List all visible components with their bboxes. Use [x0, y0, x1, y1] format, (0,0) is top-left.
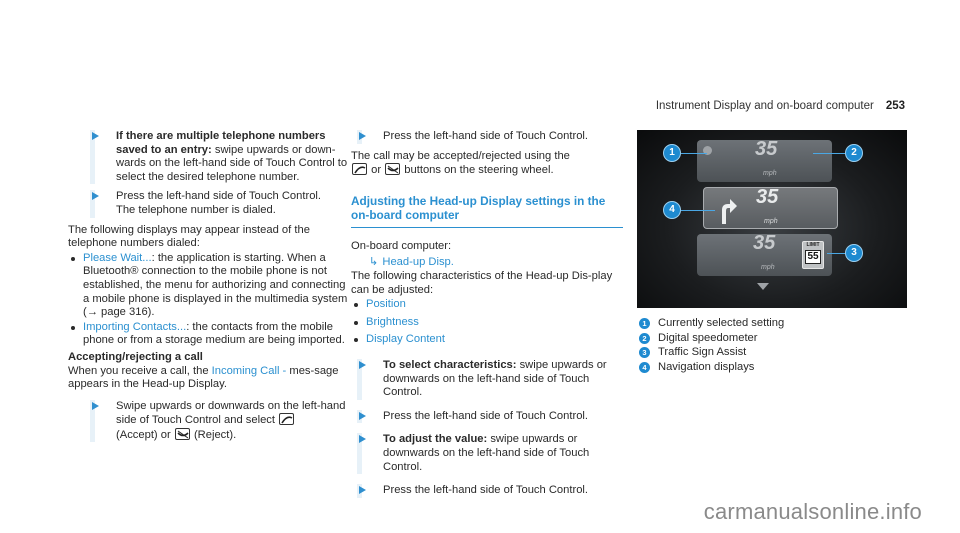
speed-unit: mph: [763, 170, 777, 177]
menu-path: [351, 256, 623, 270]
step-accept-reject: [68, 400, 352, 443]
legend-item: [637, 361, 907, 375]
option-position: Position: [366, 298, 406, 311]
scroll-down-indicator-icon: [757, 283, 769, 290]
page-header: [656, 100, 905, 114]
legend-number: 1: [639, 318, 650, 329]
settings-block: [351, 240, 623, 347]
page-number: 253: [885, 100, 905, 112]
step-select-number: [68, 130, 352, 184]
callout-4: 4: [663, 201, 681, 219]
display-list: [68, 252, 352, 348]
section-title-hud-settings: Adjusting the Head-up Display settings in the on-board computer: [351, 194, 623, 228]
callout-1: 1: [663, 144, 681, 162]
legend-number: 3: [639, 347, 650, 358]
figure-legend: [637, 317, 907, 374]
list-item: [351, 333, 623, 347]
characteristics-list: [351, 298, 623, 347]
legend-item: [637, 332, 907, 346]
menu-path-arrow-icon: ↳: [369, 256, 379, 269]
step-press-touch: [367, 130, 623, 144]
step-arrow-icon: [92, 402, 99, 410]
option-brightness: Brightness: [366, 315, 419, 328]
step-text: Press the left-hand side of Touch Control. The telephone number is dialed.: [116, 190, 322, 216]
accept-call-icon: [352, 163, 367, 175]
step-arrow-icon: [359, 435, 366, 443]
speed-unit: mph: [764, 218, 778, 225]
step-arrow-icon: [92, 132, 99, 140]
callout-line-2: [813, 153, 845, 154]
display-message-importing: Importing Contacts...: [83, 320, 187, 333]
paragraph-characteristics: The following characteristics of the Head-up Dis-play can be adjusted:: [351, 269, 613, 296]
step-text: If there are multiple telephone numbers saved to an entry: swipe upwards or down-wards on the left-hand side of Touch Control to select the desired telephone number.: [116, 130, 348, 183]
callout-line-1: [681, 153, 707, 154]
legend-label: Digital speedometer: [658, 331, 758, 344]
paragraph-displays: The following displays may appear instead of the telephone numbers dialed:: [68, 223, 310, 250]
navigation-arrow-icon: [716, 194, 738, 224]
legend-item: [637, 317, 907, 331]
header-section-title: Instrument Display and on-board computer: [655, 100, 874, 112]
callout-line-4: [681, 210, 715, 211]
subheading-accept-reject: Accepting/rejecting a call: [68, 350, 203, 363]
legend-item: [637, 346, 907, 360]
hud-figure: [637, 130, 907, 308]
speed-limit-sign: [802, 241, 824, 269]
hud-panel-top: [697, 140, 832, 182]
limit-value: 55: [805, 250, 821, 264]
step-arrow-icon: [359, 361, 366, 369]
callout-line-3: [827, 253, 845, 254]
list-item: Please Wait...: the application is starting. When a Bluetooth® connection to the mobile phone is not established, the menu for authorizing and connecting a mobile phone is displayed in the multimedia system (→ page 316).: [68, 252, 352, 320]
speed-value: 35: [755, 138, 778, 160]
hud-panel-middle: [703, 187, 838, 229]
step-text: Press the left-hand side of Touch Control.: [383, 484, 589, 497]
step-press-touch: [367, 410, 623, 424]
legend-label: Navigation displays: [658, 360, 755, 373]
watermark: carmanualsonline.info: [703, 499, 922, 525]
limit-word: LIMIT: [806, 242, 820, 248]
legend-label: Traffic Sign Assist: [658, 346, 747, 359]
step-text: Press the left-hand side of Touch Control.: [383, 130, 589, 142]
speed-value: 35: [753, 232, 776, 254]
column-middle: [351, 130, 623, 504]
step-text: Press the left-hand side of Touch Control.: [383, 409, 589, 422]
legend-number: 4: [639, 362, 650, 373]
reject-call-icon: [385, 163, 400, 175]
menu-item-head-up-disp: Head-up Disp.: [382, 256, 454, 269]
list-item: Importing Contacts...: the contacts from the mobile phone or from a storage medium are being imported.: [68, 321, 352, 348]
speed-value: 35: [756, 186, 779, 208]
step-press-touch: [367, 484, 623, 498]
step-arrow-icon: [359, 412, 366, 420]
step-text: To select characteristics: swipe upwards or downwards on the left-hand side of Touch Control.: [383, 358, 607, 399]
paragraph-incoming-call: When you receive a call, the Incoming Call - mes-sage appears in the Head-up Display.: [68, 364, 339, 391]
step-text: To adjust the value: swipe upwards or downwards on the left-hand side of Touch Control.: [383, 433, 590, 473]
paragraph-steering-wheel: The call may be accepted/rejected using the or buttons on the steering wheel.: [351, 149, 570, 177]
step-select-characteristics: [367, 359, 623, 400]
column-left: [68, 130, 352, 448]
list-item: [351, 298, 623, 312]
column-right: [637, 130, 907, 375]
step-press-touch: [68, 190, 352, 217]
step-adjust-value: [367, 433, 623, 474]
display-message-please-wait: Please Wait...: [83, 251, 152, 264]
option-display-content: Display Content: [366, 333, 445, 346]
menu-label: On-board computer:: [351, 239, 452, 252]
step-text: Swipe upwards or downwards on the left-hand side of Touch Control and select (Accept) or (Reject).: [116, 399, 346, 441]
reject-call-icon: [175, 428, 190, 440]
hud-panel-bottom: [697, 234, 832, 276]
step-arrow-icon: [359, 486, 366, 494]
speed-unit: mph: [761, 264, 775, 271]
display-message-incoming-call: Incoming Call -: [211, 364, 287, 377]
step-arrow-icon: [92, 192, 99, 200]
callout-3: 3: [845, 244, 863, 262]
list-item: [351, 316, 623, 330]
legend-number: 2: [639, 333, 650, 344]
callout-2: 2: [845, 144, 863, 162]
step-arrow-icon: [359, 132, 366, 140]
accept-call-icon: [279, 413, 294, 425]
legend-label: Currently selected setting: [658, 317, 785, 329]
